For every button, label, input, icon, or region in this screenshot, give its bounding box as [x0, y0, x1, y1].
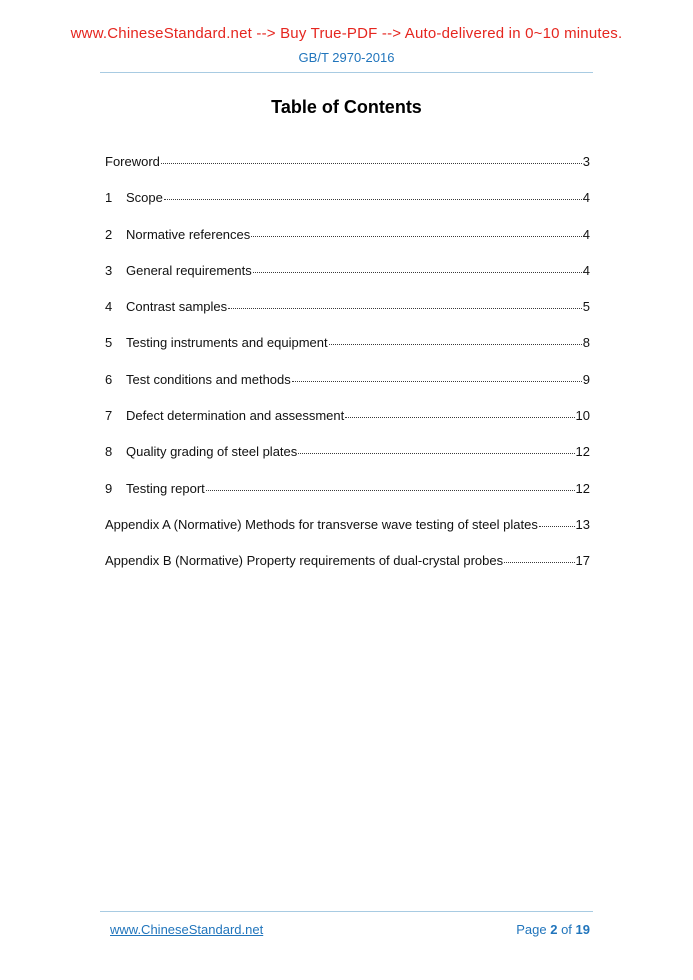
toc-list: [105, 155, 590, 591]
toc-entry: [105, 482, 590, 495]
toc-dotted-leader: [298, 453, 574, 454]
page-title: Table of Contents: [271, 97, 422, 117]
header-divider: [100, 72, 593, 73]
toc-entry-number: 9: [105, 480, 113, 496]
toc-entry-number: 2: [105, 226, 113, 242]
toc-dotted-leader: [253, 272, 582, 273]
toc-entry-label: Defect determination and assessment: [126, 408, 345, 424]
toc-entry-label: Scope: [126, 190, 163, 206]
toc-entry: [105, 155, 590, 168]
toc-dotted-leader: [504, 562, 574, 563]
footer-page-of: of: [561, 922, 572, 937]
toc-entry-number: 7: [105, 408, 113, 424]
toc-entry-page: 4: [582, 190, 590, 206]
toc-entry-page: 13: [575, 516, 590, 532]
toc-entry-label: Test conditions and methods: [126, 371, 291, 387]
toc-entry: [105, 409, 590, 422]
toc-entry-number: 4: [105, 299, 113, 315]
toc-dotted-leader: [251, 236, 581, 237]
toc-entry-label: Contrast samples: [126, 299, 228, 315]
footer-page-current: 2: [550, 922, 558, 937]
toc-entry-label: Quality grading of steel plates: [126, 444, 298, 460]
promo-banner-text: www.ChineseStandard.net --> Buy True-PDF --> Auto-delivered in 0~10 minutes.: [70, 25, 623, 42]
toc-dotted-leader: [206, 490, 575, 491]
toc-entry: [105, 373, 590, 386]
toc-entry: [105, 191, 590, 204]
footer-page-prefix: Page: [516, 922, 547, 937]
toc-entry-label: Appendix A (Normative) Methods for transverse wave testing of steel plates: [105, 516, 538, 532]
toc-entry: [105, 264, 590, 277]
toc-dotted-leader: [164, 199, 582, 200]
footer-page-indicator: [516, 922, 590, 937]
footer-page-total: 19: [575, 922, 590, 937]
toc-entry: [105, 228, 590, 241]
toc-entry: [105, 300, 590, 313]
toc-dotted-leader: [228, 308, 582, 309]
standard-code: GB/T 2970-2016: [298, 50, 395, 65]
toc-entry-page: 12: [575, 480, 590, 496]
toc-entry-page: 4: [582, 226, 590, 242]
toc-entry-label: Foreword: [105, 154, 160, 169]
toc-entry-page: 5: [582, 299, 590, 315]
toc-entry-page: 8: [582, 335, 590, 351]
toc-dotted-leader: [292, 381, 582, 382]
toc-entry-number: 1: [105, 190, 113, 206]
toc-entry: [105, 518, 590, 531]
toc-entry-number: 5: [105, 335, 113, 351]
toc-entry-label: General requirements: [126, 262, 252, 278]
toc-entry-label: Appendix B (Normative) Property requirements of dual-crystal probes: [105, 553, 504, 569]
toc-entry-page: 10: [575, 408, 590, 424]
toc-dotted-leader: [329, 344, 582, 345]
toc-entry-label: Testing report: [126, 480, 205, 496]
toc-entry-page: 17: [575, 553, 590, 569]
toc-entry-page: 3: [582, 154, 590, 169]
toc-entry-page: 9: [582, 371, 590, 387]
toc-entry: [105, 336, 590, 349]
toc-entry-label: Testing instruments and equipment: [126, 335, 328, 351]
toc-entry-number: 8: [105, 444, 113, 460]
toc-dotted-leader: [345, 417, 574, 418]
toc-entry: [105, 554, 590, 567]
toc-entry-number: 3: [105, 262, 113, 278]
toc-entry-number: 6: [105, 371, 113, 387]
toc-entry: [105, 445, 590, 458]
toc-dotted-leader: [161, 163, 582, 164]
toc-dotted-leader: [539, 526, 575, 527]
toc-entry-label: Normative references: [126, 226, 251, 242]
toc-entry-page: 4: [582, 262, 590, 278]
footer-site-link[interactable]: www.ChineseStandard.net: [110, 922, 264, 937]
footer: [110, 922, 590, 937]
footer-divider: [100, 911, 593, 912]
toc-entry-page: 12: [575, 444, 590, 460]
